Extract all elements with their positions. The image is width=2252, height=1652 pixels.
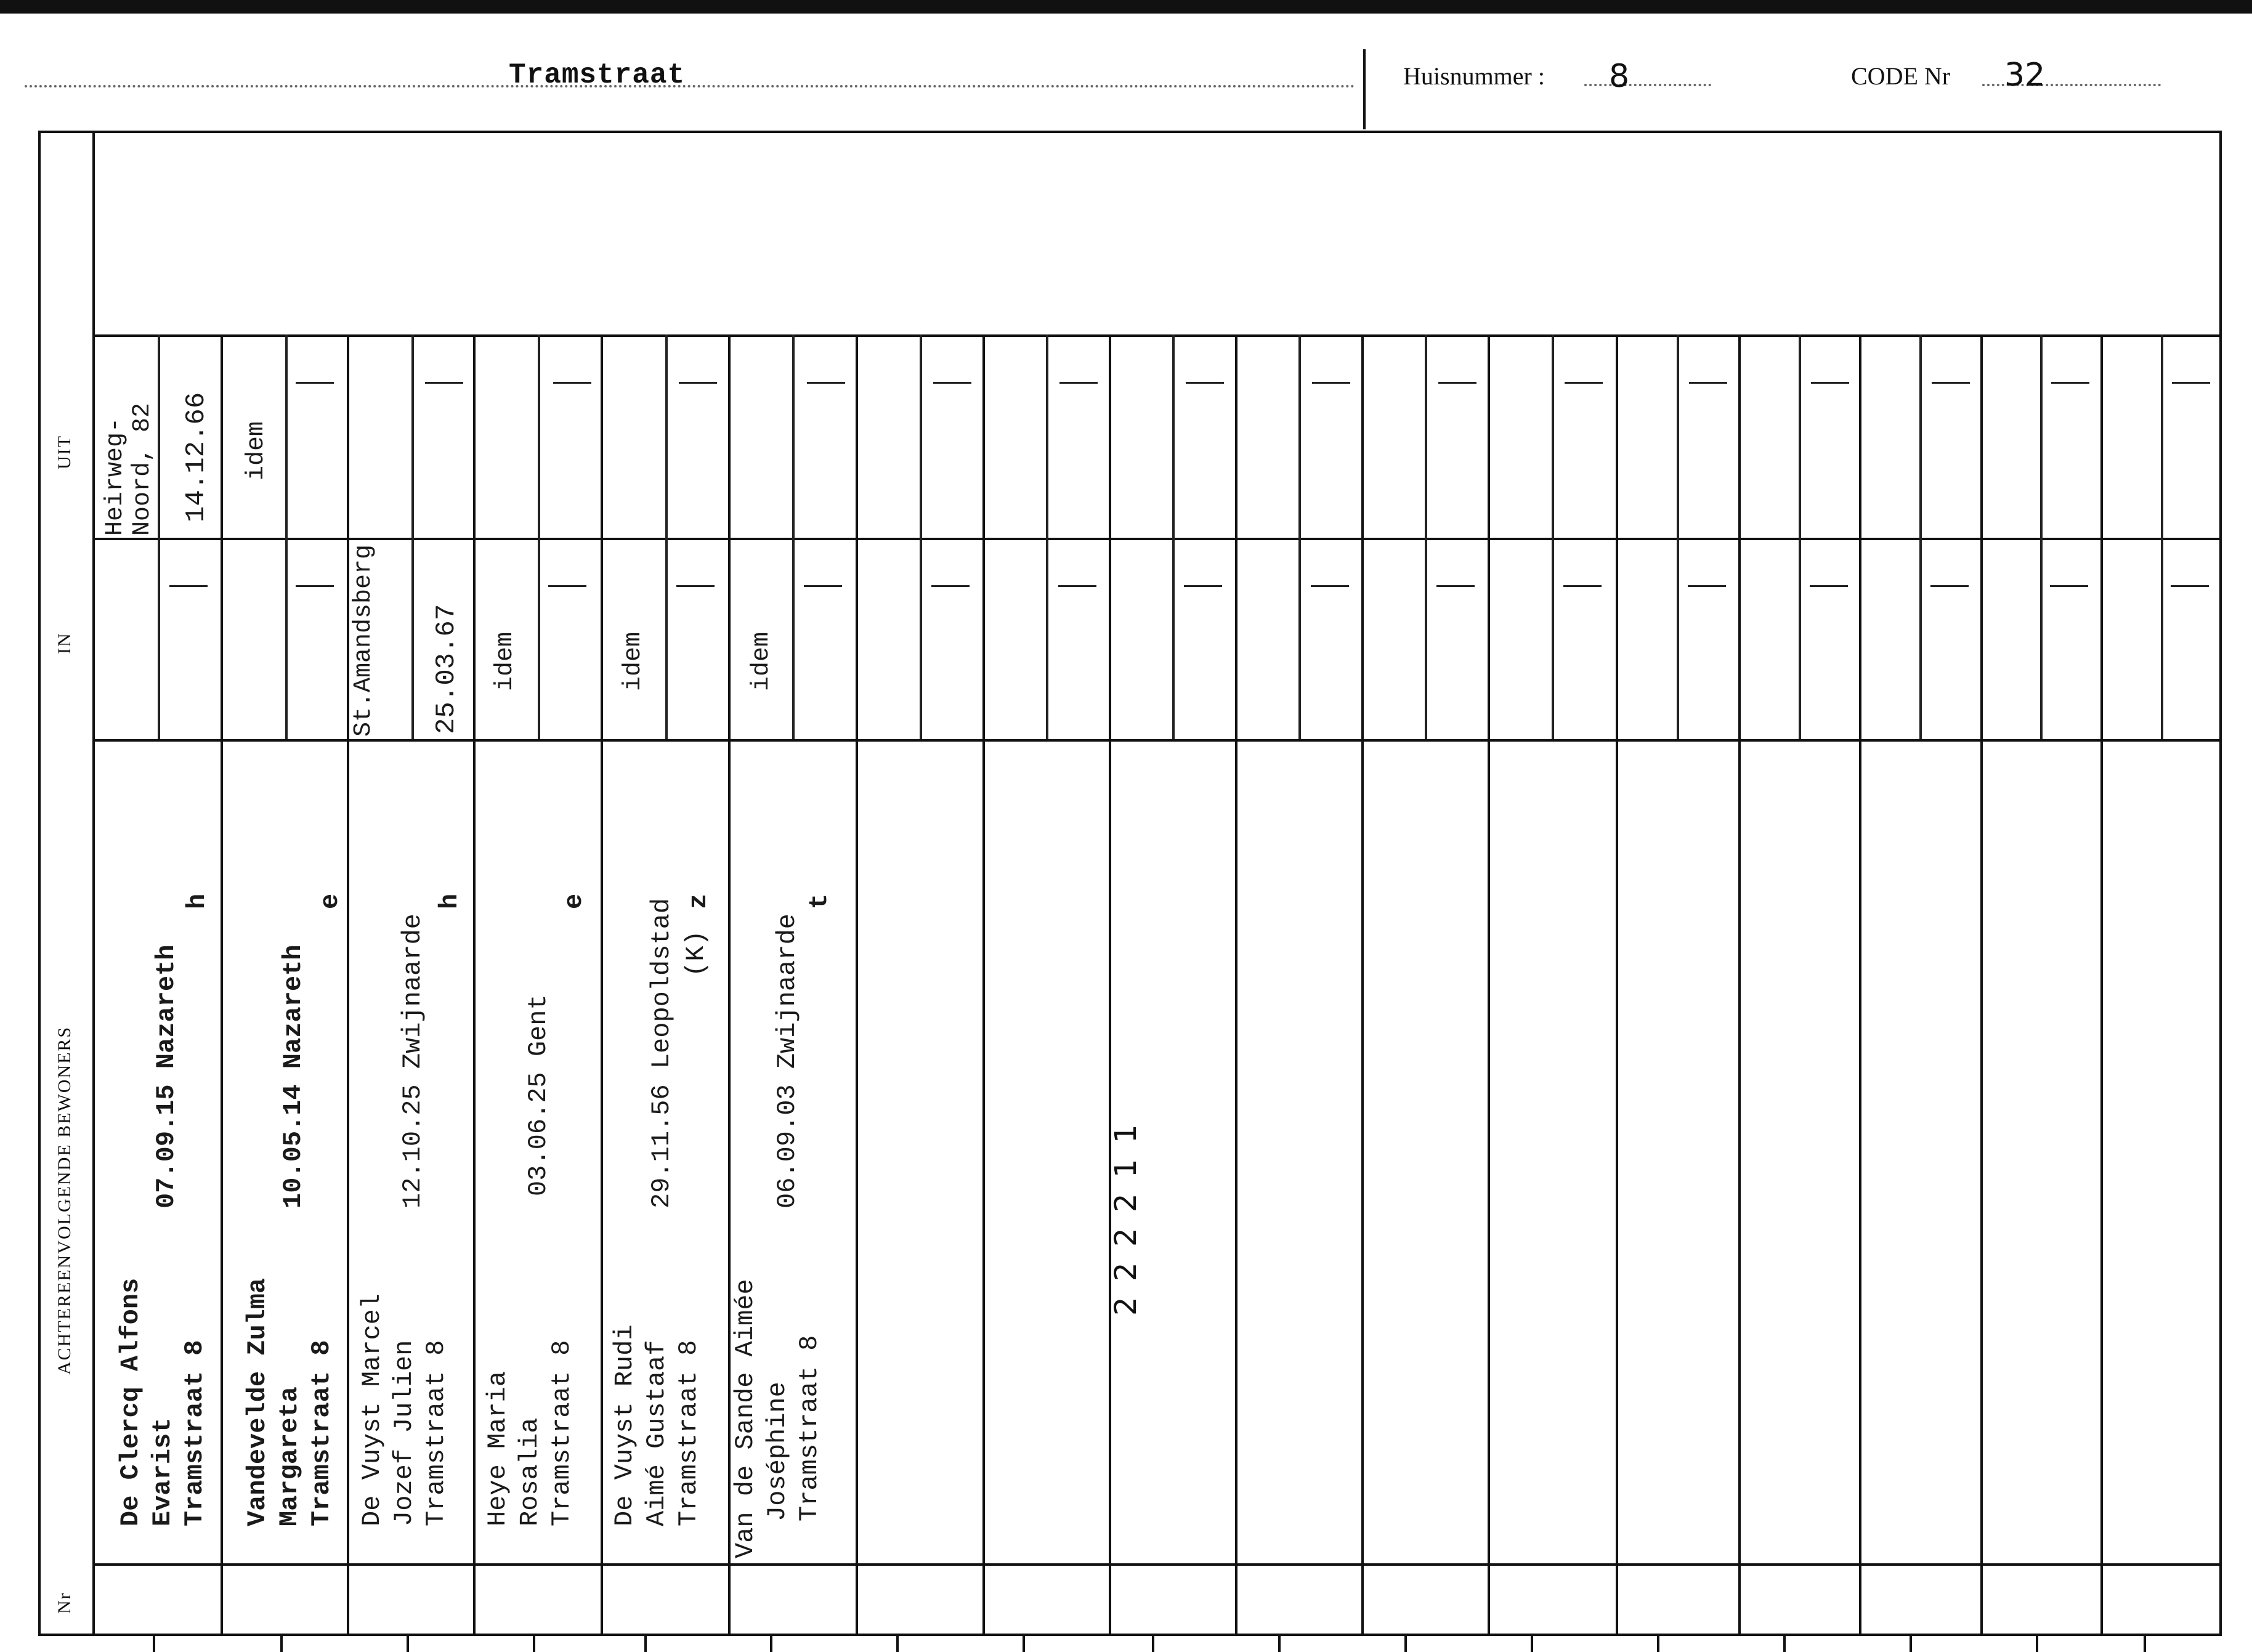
resident-nr: 2 [1109,1193,1143,1212]
frame-right-line [2219,131,2222,1636]
in-place: St.Amandsberg [350,544,378,737]
empty-dash [1688,585,1726,587]
resident-code: t [804,893,834,909]
empty-dash [2051,382,2089,384]
empty-dash [1810,585,1848,587]
bottom-tick [1783,1634,1786,1652]
empty-dash [1811,382,1849,384]
in-date: 25.03.67 [431,604,462,734]
empty-dash [931,585,970,587]
column-divider [856,334,858,1636]
resident-name: De Vuyst Rudi Aimé Gustaaf Tramstraat 8 [610,1324,703,1526]
bottom-tick [1152,1634,1154,1652]
resident-name: Vandevelde Zulma Margareta Tramstraat 8 [243,1277,336,1526]
bottom-tick [280,1634,283,1652]
empty-dash [2050,585,2088,587]
resident-code: h [435,893,464,909]
sub-column-divider [538,334,540,739]
bottom-tick [1531,1634,1533,1652]
column-divider [221,334,223,1636]
frame-bottom-line [38,1634,2222,1636]
column-divider [1361,334,1364,1636]
sub-column-divider [920,334,922,739]
column-divider [2100,334,2103,1636]
sub-column-divider [1552,334,1554,739]
resident-birth-extra: (K) [681,930,711,977]
empty-dash [1184,585,1222,587]
resident-code: e [559,893,589,909]
bottom-tick [1278,1634,1281,1652]
column-divider [1235,334,1237,1636]
house-number-label: Huisnummer : [1403,62,1545,90]
in-place: idem [748,631,776,691]
resident-nr: 1 [1109,1159,1143,1178]
column-divider [473,334,476,1636]
nr-section-top-line [92,1563,2222,1566]
sub-column-divider [285,334,288,739]
house-number-value: 8 [1609,58,1630,95]
resident-nr: 2 [1109,1297,1143,1316]
resident-birth: 03.06.25 Gent [524,994,553,1196]
house-number-dotted-line [1584,84,1711,86]
resident-code: h [182,893,212,909]
column-divider [1616,334,1618,1636]
sub-column-divider [1799,334,1801,739]
header-divider [1363,49,1366,129]
empty-dash [1312,382,1350,384]
empty-dash [1932,382,1970,384]
residents-section-top-line [92,739,2222,742]
uit-label: UIT [54,435,75,469]
in-label: IN [54,632,75,654]
column-divider [1488,334,1490,1636]
bottom-tick [1910,1634,1912,1652]
bottom-tick [1404,1634,1407,1652]
bottom-tick [1657,1634,1659,1652]
empty-dash [804,585,842,587]
code-value: 32 [2004,57,2046,94]
sub-column-divider [1677,334,1679,739]
empty-dash [425,382,463,384]
empty-dash [553,382,591,384]
sub-column-divider [1298,334,1301,739]
resident-birth: 12.10.25 Zwijnaarde [398,913,427,1209]
sub-column-divider [1046,334,1048,739]
resident-code: e [315,893,345,909]
sub-column-divider [1425,334,1427,739]
empty-dash [1930,585,1969,587]
empty-dash [169,585,208,587]
empty-dash [807,382,845,384]
resident-nr: 1 [1109,1124,1143,1143]
resident-name: De Vuyst Marcel Jozef Julien Tramstraat 8 [357,1293,451,1526]
sub-column-divider [2040,334,2043,739]
resident-birth: 06.09.03 Zwijnaarde [772,913,802,1209]
empty-dash [1689,382,1727,384]
uit-place: Heirweg- Noord, 82 [102,402,156,536]
empty-dash [676,585,715,587]
resident-nr: 2 [1109,1262,1143,1281]
bottom-tick [2144,1634,2146,1652]
empty-dash [2171,585,2209,587]
bottom-tick [770,1634,772,1652]
uit-place: idem [243,421,270,480]
bottom-tick [896,1634,899,1652]
bottom-tick [644,1634,647,1652]
resident-name: De Clercq Alfons Evarist Tramstraat 8 [116,1277,209,1526]
empty-dash [296,382,334,384]
resident-code: z [684,893,713,909]
sub-column-divider [158,334,160,739]
empty-dash [296,585,334,587]
empty-dash [2172,382,2210,384]
empty-dash [1186,382,1224,384]
sub-column-divider [665,334,668,739]
nr-label: Nr [54,1592,75,1614]
empty-dash [548,585,586,587]
street-name: Tramstraat [509,59,686,91]
empty-dash [1563,585,1602,587]
in-place: idem [620,631,647,691]
sub-column-divider [792,334,795,739]
resident-name: Heye Maria Rosalia Tramstraat 8 [483,1340,577,1526]
column-divider [1859,334,1861,1636]
empty-dash [1565,382,1603,384]
bottom-tick [1023,1634,1025,1652]
code-label: CODE Nr [1851,62,1951,90]
empty-dash [1058,585,1096,587]
bottom-tick [2036,1634,2038,1652]
empty-dash [1059,382,1098,384]
resident-birth: 10.05.14 Nazareth [278,944,308,1209]
sub-column-divider [1919,334,1922,739]
bottom-tick [407,1634,409,1652]
empty-dash [1438,382,1476,384]
empty-dash [1436,585,1475,587]
empty-dash [679,382,717,384]
resident-birth: 07.09.15 Nazareth [152,944,181,1209]
sub-column-divider [2161,334,2163,739]
resident-name: Van de Sande Aimée Joséphine Tramstraat 8 [731,1279,824,1558]
empty-dash [1311,585,1349,587]
in-place: idem [492,631,519,691]
uit-date: 14.12.66 [181,392,212,522]
bottom-tick [153,1634,155,1652]
column-divider [982,334,985,1636]
label-column-line [92,131,95,1636]
frame-left-line [38,131,41,1636]
bottom-tick [533,1634,535,1652]
sub-column-divider [1172,334,1175,739]
empty-dash [933,382,971,384]
column-divider [601,334,603,1636]
street-dotted-line [25,85,1355,87]
sub-column-divider [411,334,414,739]
column-divider [1738,334,1741,1636]
column-divider [1980,334,1983,1636]
resident-nr: 2 [1109,1228,1143,1247]
resident-birth: 29.11.56 Leopoldstad [647,897,676,1209]
residents-label: ACHTEREENVOLGENDE BEWONERS [54,1026,75,1375]
column-divider [347,334,349,1636]
